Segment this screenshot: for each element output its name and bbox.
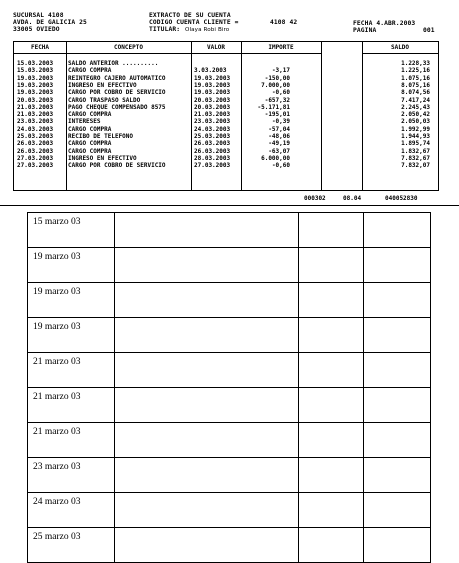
row-balance: 8.075,16 — [401, 81, 430, 89]
row-date: 19.03.2003 — [17, 89, 54, 97]
row-balance: 7.832,07 — [401, 162, 430, 170]
ledger-empty-cell — [364, 388, 431, 423]
row-concept: CARGO COMPRA — [68, 147, 112, 155]
row-balance: 7.832,67 — [401, 154, 430, 162]
statement-row — [14, 60, 438, 67]
ledger-empty-cell — [115, 388, 299, 423]
row-concept: CARGO TRASPASO SALDO — [68, 96, 141, 104]
statement-row — [14, 89, 438, 96]
statement-row — [14, 104, 438, 111]
ledger-empty-cell — [299, 283, 364, 318]
statement-row — [14, 155, 438, 162]
row-value-date: 26.03.2003 — [194, 147, 231, 155]
row-value-date: 19.03.2003 — [194, 81, 231, 89]
ledger-empty-cell — [115, 318, 299, 353]
row-date: 20.03.2003 — [17, 96, 54, 104]
ledger-empty-cell — [299, 528, 364, 563]
ledger-row — [28, 353, 431, 388]
row-date: 26.03.2003 — [17, 140, 54, 148]
row-balance: 2.245,43 — [401, 103, 430, 111]
statement-row — [14, 97, 438, 104]
row-date: 26.03.2003 — [17, 147, 54, 155]
ledger-empty-cell — [299, 213, 364, 248]
row-concept: CARGO COMPRA — [68, 67, 112, 75]
row-date: 21.03.2003 — [17, 111, 54, 119]
doc-title: EXTRACTO DE SU CUENTA — [149, 12, 231, 19]
ledger-empty-cell — [364, 458, 431, 493]
statement-row — [14, 67, 438, 74]
row-amount: -49,19 — [268, 140, 290, 148]
row-balance: 1.944,93 — [401, 133, 430, 140]
page-number: 001 — [423, 27, 435, 34]
ledger-date-cell: 24 marzo 03 — [28, 493, 115, 528]
row-concept: INGRESO EN EFECTIVO — [68, 81, 137, 89]
client-code-label: CODIGO CUENTA CLIENTE = — [149, 19, 239, 26]
ledger-empty-cell — [115, 283, 299, 318]
row-balance: 8.074,56 — [401, 89, 430, 97]
row-amount: -150,00 — [264, 74, 290, 82]
footer-ref1: 000302 — [304, 195, 326, 202]
row-balance: 7.417,24 — [401, 96, 430, 104]
ledger-row — [28, 388, 431, 423]
row-value-date: 3.03.2003 — [194, 67, 227, 75]
row-amount: -195,01 — [264, 111, 290, 119]
row-value-date: 20.03.2003 — [194, 96, 231, 104]
branch-label: SUCURSAL 4108 — [13, 12, 64, 19]
ledger-date-cell: 19 marzo 03 — [28, 248, 115, 283]
ledger-empty-cell — [115, 458, 299, 493]
statement-row — [14, 140, 438, 147]
bank-statement — [13, 12, 439, 202]
statement-row — [14, 118, 438, 125]
ledger-empty-cell — [299, 423, 364, 458]
row-amount: -0,60 — [271, 89, 290, 97]
row-concept: CARGO COMPRA — [68, 111, 112, 119]
client-code-value: 4108 42 — [270, 19, 298, 26]
ledger-empty-cell — [115, 353, 299, 388]
row-concept: CARGO POR COBRO DE SERVICIO — [68, 162, 166, 170]
row-concept: INTERESES — [68, 118, 101, 126]
row-amount: -0,39 — [271, 118, 290, 126]
row-date: 24.03.2003 — [17, 125, 54, 133]
row-amount: 6.000,00 — [261, 154, 290, 162]
row-amount: -657,32 — [264, 96, 290, 104]
address-line2: 33005 OVIEDO — [13, 26, 60, 33]
ledger-row — [28, 528, 431, 563]
row-amount: -0,60 — [271, 162, 290, 170]
holder-name: Olaya Robi Biro — [185, 26, 230, 33]
row-amount: -63,07 — [268, 147, 290, 155]
statement-row — [14, 75, 438, 82]
ledger-empty-cell — [364, 248, 431, 283]
row-date: 25.03.2003 — [17, 133, 54, 140]
footer-ref2: 08.04 — [343, 195, 362, 202]
ledger-empty-cell — [364, 213, 431, 248]
row-value-date: 24.03.2003 — [194, 125, 231, 133]
ledger-row — [28, 423, 431, 458]
ledger-row — [28, 458, 431, 493]
row-date: 27.03.2003 — [17, 154, 54, 162]
statement-row — [14, 82, 438, 89]
row-date: 19.03.2003 — [17, 74, 54, 82]
column-header-importe: IMPORTE — [241, 42, 321, 54]
ledger-empty-cell — [364, 423, 431, 458]
row-concept: RECIBO DE TELEFONO — [68, 133, 134, 140]
row-balance: 1.225,16 — [401, 67, 430, 75]
row-amount: -3,17 — [271, 67, 290, 75]
column-header-valor: VALOR — [191, 42, 241, 54]
ledger-date-cell: 19 marzo 03 — [28, 318, 115, 353]
ledger-empty-cell — [299, 493, 364, 528]
row-balance: 1.895,74 — [401, 140, 430, 148]
row-value-date: 19.03.2003 — [194, 89, 231, 97]
ledger-empty-cell — [299, 318, 364, 353]
row-date: 27.03.2003 — [17, 162, 54, 170]
row-concept: SALDO ANTERIOR .......... — [68, 60, 159, 67]
ledger-empty-cell — [299, 458, 364, 493]
statement-grid — [13, 41, 439, 191]
ledger-row — [28, 248, 431, 283]
row-value-date: 20.03.2003 — [194, 103, 231, 111]
row-concept: CARGO COMPRA — [68, 140, 112, 148]
ledger-empty-cell — [364, 353, 431, 388]
row-concept: CARGO COMPRA — [68, 125, 112, 133]
row-concept: CARGO POR COBRO DE SERVICIO — [68, 89, 166, 97]
row-balance: 2.050,03 — [401, 118, 430, 126]
row-date: 23.03.2003 — [17, 118, 54, 126]
ledger-empty-cell — [364, 318, 431, 353]
row-balance: 1.992,99 — [401, 125, 430, 133]
ledger-empty-cell — [115, 423, 299, 458]
ledger-empty-cell — [364, 528, 431, 563]
column-header-saldo: SALDO — [362, 42, 438, 54]
row-value-date: 25.03.2003 — [194, 133, 231, 140]
ledger-empty-cell — [299, 388, 364, 423]
section-divider — [0, 205, 459, 206]
ledger-table — [27, 212, 431, 563]
row-amount: -5.171,81 — [257, 103, 290, 111]
ledger-empty-cell — [299, 248, 364, 283]
ledger-date-cell: 23 marzo 03 — [28, 458, 115, 493]
row-value-date: 26.03.2003 — [194, 140, 231, 148]
ledger-row — [28, 283, 431, 318]
row-balance: 2.050,42 — [401, 111, 430, 119]
ledger-date-cell: 21 marzo 03 — [28, 353, 115, 388]
ledger-date-cell: 21 marzo 03 — [28, 423, 115, 458]
statement-row — [14, 126, 438, 133]
ledger-empty-cell — [115, 248, 299, 283]
row-balance: 1.832,67 — [401, 147, 430, 155]
statement-row — [14, 162, 438, 169]
row-balance: 1.075,16 — [401, 74, 430, 82]
ledger-empty-cell — [364, 283, 431, 318]
ledger-empty-cell — [115, 528, 299, 563]
ledger-empty-cell — [299, 353, 364, 388]
row-value-date: 28.03.2003 — [194, 154, 231, 162]
ledger-date-cell: 21 marzo 03 — [28, 388, 115, 423]
ledger-empty-cell — [115, 493, 299, 528]
ledger-row — [28, 493, 431, 528]
row-value-date: 21.03.2003 — [194, 111, 231, 119]
footer-ref3: 040052830 — [385, 195, 418, 202]
statement-date: FECHA 4.ABR.2003 — [353, 20, 416, 27]
column-header-fecha: FECHA — [14, 42, 66, 54]
row-date: 15.03.2003 — [17, 67, 54, 75]
row-balance: 1.228,33 — [401, 60, 430, 67]
row-value-date: 27.03.2003 — [194, 162, 231, 170]
row-concept: PAGO CHEQUE COMPENSADO 8575 — [68, 103, 166, 111]
column-header-concepto: CONCEPTO — [66, 42, 191, 54]
row-concept: REINTEGRO CAJERO AUTOMATICO — [68, 74, 166, 82]
statement-row — [14, 133, 438, 140]
ledger-empty-cell — [115, 213, 299, 248]
ledger-empty-cell — [364, 493, 431, 528]
statement-row — [14, 148, 438, 155]
address-line1: AVDA. DE GALICIA 25 — [13, 19, 87, 26]
row-date: 21.03.2003 — [17, 103, 54, 111]
ledger-date-cell: 25 marzo 03 — [28, 528, 115, 563]
ledger-date-cell: 19 marzo 03 — [28, 283, 115, 318]
row-concept: INGRESO EN EFECTIVO — [68, 154, 137, 162]
row-date: 19.03.2003 — [17, 81, 54, 89]
page-label: PAGINA — [353, 27, 377, 34]
row-amount: -57,04 — [268, 125, 290, 133]
statement-row — [14, 111, 438, 118]
holder-label: TITULAR: — [149, 26, 181, 33]
row-date: 15.03.2003 — [17, 60, 54, 67]
ledger-row — [28, 213, 431, 248]
row-amount: 7.000,00 — [261, 81, 290, 89]
row-value-date: 23.03.2003 — [194, 118, 231, 126]
row-amount: -48,06 — [268, 133, 290, 140]
ledger-date-cell: 15 marzo 03 — [28, 213, 115, 248]
ledger-row — [28, 318, 431, 353]
row-value-date: 19.03.2003 — [194, 74, 231, 82]
